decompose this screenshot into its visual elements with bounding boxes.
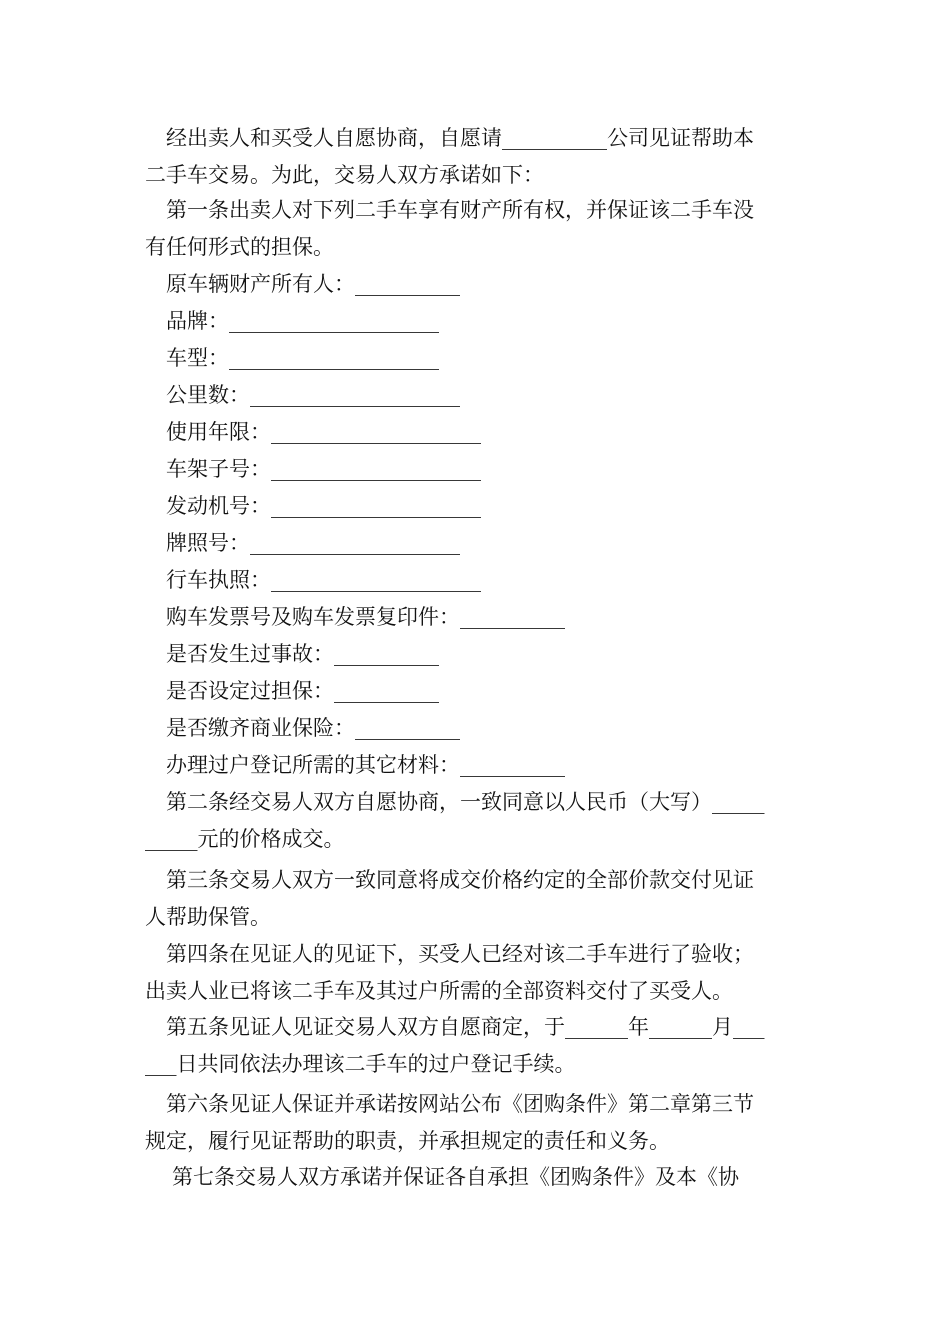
text-line: 办理过户登记所需的其它材料：__________ [166, 753, 565, 777]
text-line: 第一条出卖人对下列二手车享有财产所有权，并保证该二手车没 [166, 198, 754, 222]
text-line: 第五条见证人见证交易人双方自愿商定，于______年______月___ [166, 1015, 765, 1039]
text-line: 是否设定过担保：__________ [166, 679, 439, 703]
text-line: 规定，履行见证帮助的职责，并承担规定的责任和义务。 [145, 1129, 670, 1153]
text-line: 第七条交易人双方承诺并保证各自承担《团购条件》及本《协 [172, 1165, 739, 1189]
text-line: 是否缴齐商业保险：__________ [166, 716, 460, 740]
text-line: 发动机号：____________________ [166, 494, 481, 518]
text-line: 原车辆财产所有人：__________ [166, 272, 460, 296]
text-line: 有任何形式的担保。 [145, 235, 334, 259]
text-line: 牌照号：____________________ [166, 531, 460, 555]
text-line: 第六条见证人保证并承诺按网站公布《团购条件》第二章第三节 [166, 1092, 754, 1116]
text-line: 公里数：____________________ [166, 383, 460, 407]
text-line: 人帮助保管。 [145, 905, 271, 929]
text-line: 出卖人业已将该二手车及其过户所需的全部资料交付了买受人。 [145, 979, 733, 1003]
text-line: 第四条在见证人的见证下，买受人已经对该二手车进行了验收； [166, 942, 754, 966]
text-line: 车架子号：____________________ [166, 457, 481, 481]
text-line: 行车执照：____________________ [166, 568, 481, 592]
text-line: 第三条交易人双方一致同意将成交价格约定的全部价款交付见证 [166, 868, 754, 892]
text-line: 第二条经交易人双方自愿协商，一致同意以人民币（大写）_____ [166, 790, 765, 814]
text-line: 使用年限：____________________ [166, 420, 481, 444]
text-line: ___日共同依法办理该二手车的过户登记手续。 [145, 1052, 576, 1076]
text-line: 是否发生过事故：__________ [166, 642, 439, 666]
text-line: 经出卖人和买受人自愿协商，自愿请__________公司见证帮助本 [166, 126, 754, 150]
text-line: 购车发票号及购车发票复印件：__________ [166, 605, 565, 629]
text-line: 车型：____________________ [166, 346, 439, 370]
text-line: 品牌：____________________ [166, 309, 439, 333]
text-line: 二手车交易。为此，交易人双方承诺如下： [145, 163, 544, 187]
text-line: _____元的价格成交。 [145, 827, 345, 851]
